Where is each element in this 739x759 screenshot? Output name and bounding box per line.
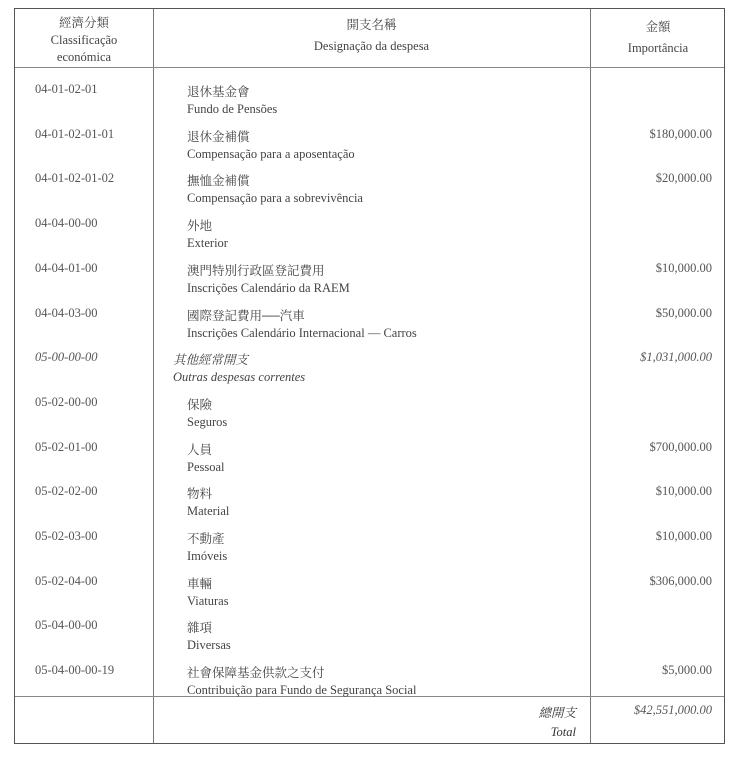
designation-pt: Seguros — [187, 414, 228, 429]
total-amount: $42,551,000.00 — [633, 703, 712, 717]
classification-code: 05-04-00-00-19 — [35, 663, 115, 678]
designation-pt: Material — [187, 504, 230, 519]
designation-pt: Inscrições Calendário da RAEM — [187, 280, 350, 295]
designation-pt: Fundo de Pensões — [187, 102, 278, 116]
designation-pt: Diversas — [187, 638, 231, 653]
header-amount-pt: Importância — [627, 41, 689, 55]
table-row — [15, 255, 724, 300]
table-row — [15, 389, 724, 434]
designation-zh: 物料 — [187, 487, 213, 502]
table-row — [15, 210, 724, 255]
amount: $50,000.00 — [655, 305, 712, 320]
designation-zh: 車輛 — [187, 576, 213, 591]
designation-pt: Pessoal — [187, 459, 225, 474]
designation-pt: Exterior — [187, 236, 228, 251]
table-row — [15, 165, 724, 210]
classification-code: 05-04-00-00 — [35, 618, 98, 633]
amount: $306,000.00 — [649, 573, 712, 588]
amount: $180,000.00 — [649, 126, 712, 141]
designation-zh: 其他經常開支 — [173, 353, 249, 368]
amount: $10,000.00 — [655, 484, 712, 499]
classification-code: 04-04-01-00 — [35, 260, 98, 275]
header-designation-pt: Designação da despesa — [313, 39, 430, 53]
table-row — [15, 612, 724, 657]
table-row — [15, 434, 724, 479]
designation-zh: 退休金補償 — [187, 129, 250, 144]
table-row — [15, 300, 724, 345]
total-label-zh: 總開支 — [538, 706, 576, 720]
amount: $10,000.00 — [655, 529, 712, 543]
classification-code: 05-02-01-00 — [35, 439, 98, 454]
designation-pt: Imóveis — [187, 549, 228, 563]
table-row — [15, 657, 724, 702]
classification-code: 05-00-00-00 — [35, 350, 98, 365]
classification-code: 05-02-02-00 — [35, 484, 98, 499]
designation-zh: 退休基金會 — [187, 85, 250, 99]
designation-zh: 澳門特別行政區登記費用 — [187, 263, 325, 278]
designation-pt: Compensação para a aposentação — [187, 146, 355, 161]
header-classification — [15, 15, 153, 66]
amount: $1,031,000.00 — [640, 350, 712, 365]
header-classification-pt2: económica — [56, 50, 112, 64]
designation-zh: 保險 — [187, 397, 213, 412]
table-row — [15, 523, 724, 568]
classification-code: 04-01-02-01 — [35, 82, 98, 96]
designation-zh: 社會保障基金供款之支付 — [187, 666, 325, 681]
amount: $20,000.00 — [655, 171, 712, 186]
designation-pt: Outras despesas correntes — [173, 370, 306, 385]
classification-code: 05-02-00-00 — [35, 394, 98, 409]
table-row — [15, 568, 724, 613]
header-designation-zh: 開支名稱 — [346, 18, 397, 32]
classification-code: 04-04-03-00 — [35, 305, 98, 320]
table-row — [15, 344, 724, 389]
designation-zh: 外地 — [187, 219, 213, 234]
designation-zh: 不動產 — [187, 532, 225, 546]
table-row — [15, 76, 724, 121]
designation-zh: 國際登記費用──汽車 — [187, 308, 305, 323]
header-divider — [15, 67, 724, 68]
designation-pt: Compensação para a sobrevivência — [187, 191, 363, 206]
header-amount-zh: 金額 — [645, 20, 671, 34]
header-amount — [590, 15, 726, 57]
table-row — [15, 478, 724, 523]
designation-zh: 雜項 — [187, 621, 213, 636]
classification-code: 04-01-02-01-02 — [35, 171, 115, 186]
table-row — [15, 121, 724, 166]
amount: $5,000.00 — [662, 663, 712, 678]
amount: $10,000.00 — [655, 260, 712, 275]
classification-code: 04-01-02-01-01 — [35, 126, 115, 141]
designation-zh: 人員 — [187, 442, 213, 457]
header-classification-pt: Classificação — [50, 33, 118, 47]
designation-pt: Viaturas — [187, 593, 229, 608]
header-designation — [153, 15, 590, 55]
designation-pt: Contribuição para Fundo de Segurança Social — [187, 683, 417, 698]
amount: $700,000.00 — [649, 439, 712, 454]
classification-code: 05-02-04-00 — [35, 573, 98, 588]
total-label-pt: Total — [550, 725, 576, 739]
classification-code: 05-02-03-00 — [35, 529, 98, 543]
classification-code: 04-04-00-00 — [35, 216, 98, 231]
header-classification-zh: 經濟分類 — [58, 16, 109, 30]
designation-zh: 撫恤金補償 — [187, 174, 250, 189]
expense-table — [14, 8, 725, 744]
designation-pt: Inscrições Calendário Internacional — Carros — [187, 325, 417, 340]
